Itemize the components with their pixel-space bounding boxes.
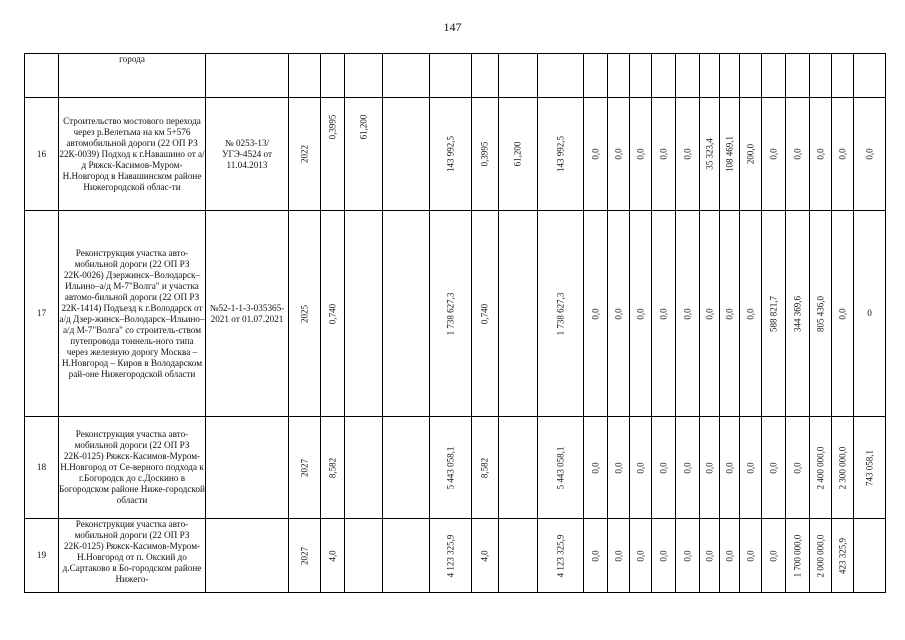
cell-num: 18 xyxy=(25,417,59,519)
cell-doc xyxy=(206,519,289,593)
cell-area xyxy=(345,417,383,519)
cell-year-value: 0,0 xyxy=(786,98,810,211)
cell-year-value: 0,0 xyxy=(630,98,652,211)
cell-cost: 143 992,5 xyxy=(430,98,472,211)
cell-cost-2: 143 992,5 xyxy=(538,98,584,211)
cell-year-value: 0,0 xyxy=(720,519,740,593)
cell-doc: №52-1-1-3-035365-2021 от 01.07.2021 xyxy=(206,211,289,417)
cell-year-value: 2 400 000,0 xyxy=(810,417,832,519)
cell-year-value: 588 821,7 xyxy=(762,211,786,417)
table-row xyxy=(25,54,886,98)
cell-length: 0,740 xyxy=(321,211,345,417)
cell-year-value: 0,0 xyxy=(676,211,700,417)
cell-cost-2: 4 123 325,9 xyxy=(538,519,584,593)
cell-c6 xyxy=(383,519,430,593)
table-row xyxy=(25,211,886,417)
cell-year-value: 0,0 xyxy=(676,98,700,211)
cell-area-2 xyxy=(499,417,538,519)
cell-year-value: 0,0 xyxy=(762,98,786,211)
cell-year-value: 0,0 xyxy=(608,417,630,519)
cell-year-value: 0,0 xyxy=(584,98,608,211)
table-row xyxy=(25,519,886,593)
cell-name: Реконструкция участка авто-мобильной дороги (22 ОП РЗ 22К-0125) Ряжск-Касимов-Муром-Н.Новгород от Се-верного подхода к г.Богородск до с.Доскино в Богородском районе Ниже-городской области xyxy=(59,417,206,519)
cell-year-value: 0,0 xyxy=(584,519,608,593)
cell-year-value: 0,0 xyxy=(584,211,608,417)
cell-year-value: 0,0 xyxy=(786,417,810,519)
cell-year-value: 1 700 000,0 xyxy=(786,519,810,593)
cell-year-value: 2 000 000,0 xyxy=(810,519,832,593)
cell-year: 2027 xyxy=(289,519,321,593)
cell-year-value: 0,0 xyxy=(740,417,762,519)
table-row xyxy=(25,417,886,519)
cell-num: 16 xyxy=(25,98,59,211)
cell-year-value: 0,0 xyxy=(652,98,676,211)
table-row xyxy=(25,98,886,211)
cell-length-2: 0,740 xyxy=(472,211,499,417)
cell-year-value: 0,0 xyxy=(652,519,676,593)
cell-length: 4,0 xyxy=(321,519,345,593)
cell-year-value: 0,0 xyxy=(700,211,720,417)
cell-year-value: 0,0 xyxy=(832,98,854,211)
cell-year-value: 35 323,4 xyxy=(700,98,720,211)
cell-year-value: 0,0 xyxy=(810,98,832,211)
cell-cost-2: 5 443 058,1 xyxy=(538,417,584,519)
cell-c6 xyxy=(383,98,430,211)
cell-year-value: 0,0 xyxy=(740,211,762,417)
cell-length: 8,582 xyxy=(321,417,345,519)
investment-table xyxy=(24,53,886,593)
cell-year-value: 0,0 xyxy=(676,519,700,593)
cell-year-value: 0,0 xyxy=(676,417,700,519)
cell-year-value: 200,0 xyxy=(740,98,762,211)
cell-name: Реконструкция участка авто-мобильной дороги (22 ОП РЗ 22К-0125) Ряжск-Касимов-Муром-Н.Новгород от п. Окский до д.Сартаково в Бо-городском районе Нижего- xyxy=(59,519,206,593)
cell-year-value: 0,0 xyxy=(652,211,676,417)
cell-length-2: 4,0 xyxy=(472,519,499,593)
cell-length: 0,3995 xyxy=(321,98,345,211)
cell-area-2 xyxy=(499,211,538,417)
cell-year-value: 0,0 xyxy=(630,519,652,593)
cell-area: 61,200 xyxy=(345,98,383,211)
cell-year-value: 0,0 xyxy=(630,417,652,519)
cell-year-value: 805 436,0 xyxy=(810,211,832,417)
cell-cost: 5 443 058,1 xyxy=(430,417,472,519)
cell-year-value: 0,0 xyxy=(762,417,786,519)
cell-name: Реконструкция участка авто-мобильной дороги (22 ОП РЗ 22К-0026) Дзержинск–Володарск–Ильино–а/д М-7"Волга" и участка автомо-бильной дороги (22 ОП РЗ 22К-1414) Подъезд к г.Володарск от а/д Дзер-жинск–Володарск–Ильино–а/д М-7"Волга" со строитель-ством путепровода тоннель-ного типа через железную дорогу Москва – Н.Новгород – Киров в Володарском рай-оне Нижегородской области xyxy=(59,211,206,417)
cell-cost: 4 123 325,9 xyxy=(430,519,472,593)
cell-year-value: 0,0 xyxy=(832,211,854,417)
cell-num: 19 xyxy=(25,519,59,593)
cell-year: 2027 xyxy=(289,417,321,519)
cell-year-value: 423 325,9 xyxy=(832,519,854,593)
cell-num: 17 xyxy=(25,211,59,417)
page-number: 147 xyxy=(443,20,462,34)
cell-year-value: 108 469,1 xyxy=(720,98,740,211)
cell-year-value: 0,0 xyxy=(854,98,886,211)
cell-area-2: 61,200 xyxy=(499,98,538,211)
cell-year-value: 0,0 xyxy=(700,417,720,519)
cell-area xyxy=(345,519,383,593)
cell-year: 2022 xyxy=(289,98,321,211)
cell-doc xyxy=(206,417,289,519)
cell-c6 xyxy=(383,211,430,417)
cell-num xyxy=(25,54,59,98)
cell-length-2: 8,582 xyxy=(472,417,499,519)
cell-doc: № 0253-13/УГЭ-4524 от 11.04.2013 xyxy=(206,98,289,211)
cell-year-value: 0,0 xyxy=(762,519,786,593)
cell-year-value: 743 058,1 xyxy=(854,417,886,519)
cell-year-value: 0,0 xyxy=(608,98,630,211)
cell-c6 xyxy=(383,417,430,519)
cell-year-value: 0,0 xyxy=(720,417,740,519)
cell-cost-2: 1 738 627,3 xyxy=(538,211,584,417)
cell-year-value: 0 xyxy=(854,211,886,417)
cell-area-2 xyxy=(499,519,538,593)
cell-year-value: 0,0 xyxy=(584,417,608,519)
cell-name: Строительство мостового перехода через р.Велетьма на км 5+576 автомобильной дороги (22 ОП РЗ 22К-0039) Подход к г.Навашино от а/д Ряжск-Касимов-Муром-Н.Новгород в Навашинском районе Нижегородской облас-ти xyxy=(59,98,206,211)
cell-length-2: 0,3995 xyxy=(472,98,499,211)
cell-year-value: 0,0 xyxy=(630,211,652,417)
cell-area xyxy=(345,211,383,417)
cell-year-value: 0,0 xyxy=(740,519,762,593)
cell-year-value: 2 300 000,0 xyxy=(832,417,854,519)
cell-year-value xyxy=(854,519,886,593)
cell-year-value: 0,0 xyxy=(608,519,630,593)
cell-cost: 1 738 627,3 xyxy=(430,211,472,417)
cell-name: города xyxy=(59,54,206,98)
cell-year-value: 0,0 xyxy=(652,417,676,519)
cell-year-value: 0,0 xyxy=(608,211,630,417)
cell-year-value: 0,0 xyxy=(700,519,720,593)
cell-year: 2025 xyxy=(289,211,321,417)
cell-year-value: 344 369,6 xyxy=(786,211,810,417)
cell-year-value: 0,0 xyxy=(720,211,740,417)
